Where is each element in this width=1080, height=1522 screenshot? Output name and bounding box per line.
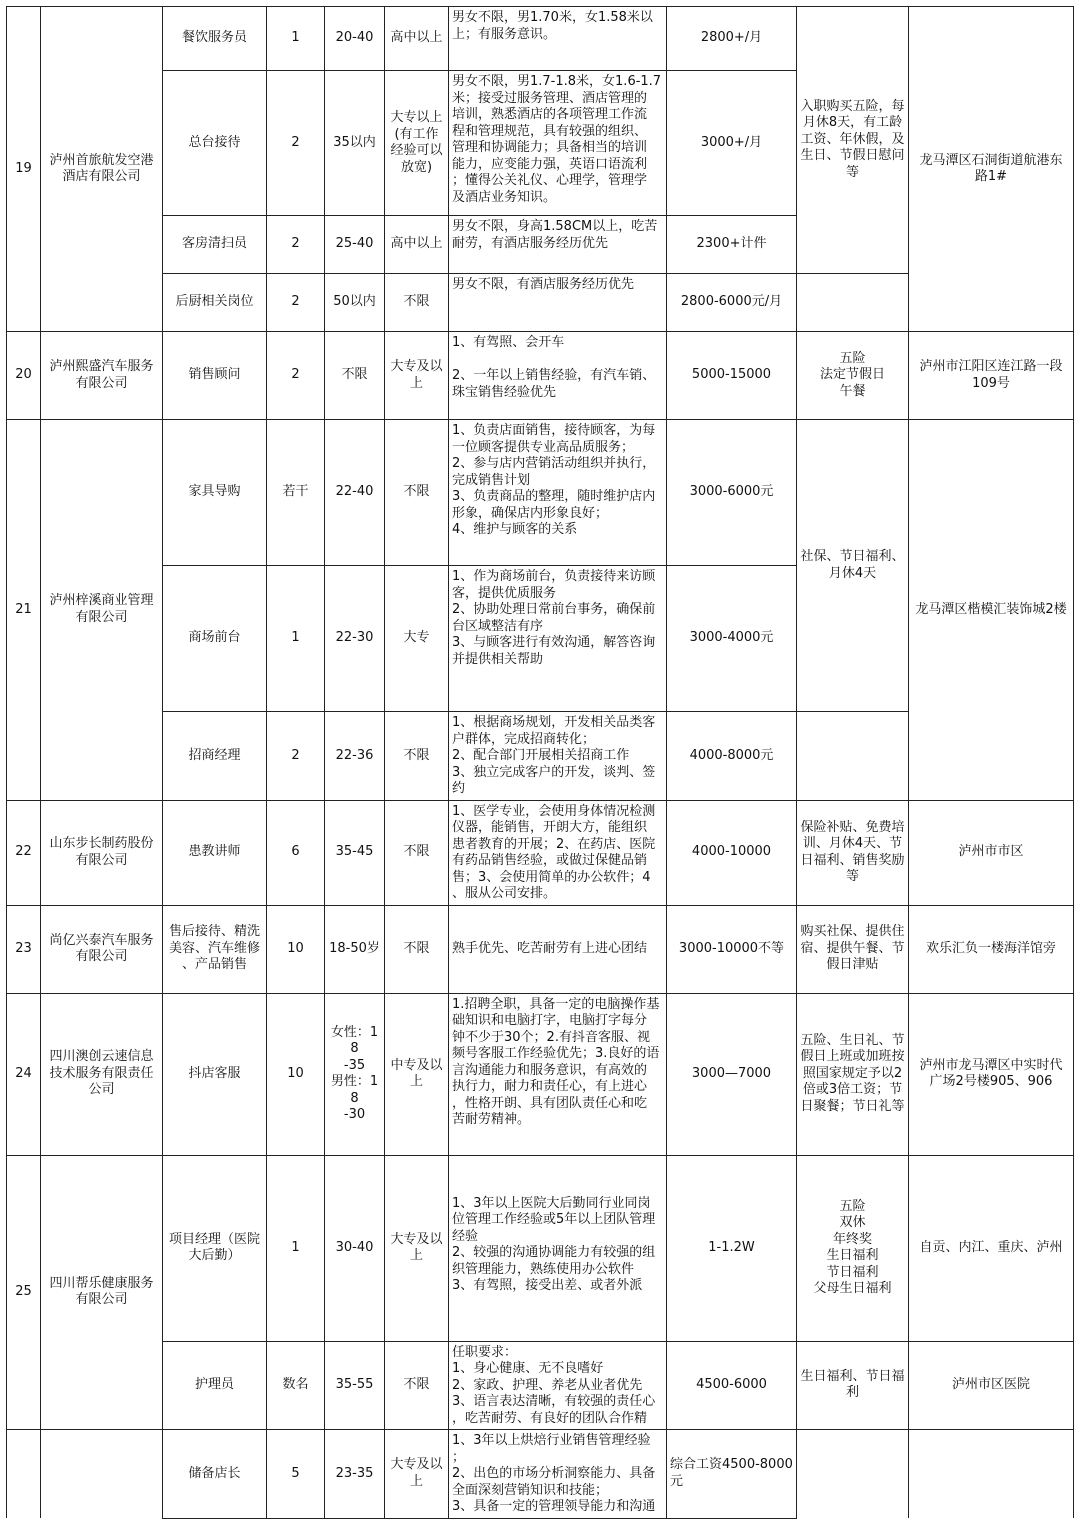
job-pay: 3000-6000元 [667, 420, 797, 566]
table-row [7, 420, 1074, 566]
job-requirements: 1、根据商场规划，开发相关品类客 户群体，完成招商转化； 2、配合部门开展相关招商工作 3、独立完成客户的开发，谈判、签 约 [449, 712, 667, 801]
job-count: 5 [267, 1430, 325, 1519]
company-name: 泸州熙盛汽车服务 有限公司 [41, 332, 163, 420]
job-requirements: 熟手优先、吃苦耐劳有上进心团结 [449, 905, 667, 993]
job-education: 高中以上 [385, 7, 449, 71]
table-row [7, 1341, 1074, 1430]
job-requirements: 男女不限，有酒店服务经历优先 [449, 274, 667, 332]
job-age: 35-45 [325, 800, 385, 905]
company-name: 四川澳创云速信息 技术服务有限责任 公司 [41, 993, 163, 1155]
job-pay: 3000-10000不等 [667, 905, 797, 993]
row-number [7, 1430, 41, 1519]
job-title: 项目经理（医院 大后勤） [163, 1155, 267, 1341]
job-pay: 4000-10000 [667, 800, 797, 905]
job-count: 2 [267, 216, 325, 274]
job-education: 大专及以 上 [385, 332, 449, 420]
row-number: 24 [7, 993, 41, 1155]
job-age: 35-55 [325, 1341, 385, 1430]
company-name: 尚亿兴泰汽车服务 有限公司 [41, 905, 163, 993]
job-title: 总台接待 [163, 71, 267, 216]
job-education: 大专及以 上 [385, 1155, 449, 1341]
table-row [7, 905, 1074, 993]
job-count: 2 [267, 71, 325, 216]
benefits-blank [797, 274, 909, 332]
company-address: 泸州市市区 [909, 800, 1074, 905]
job-education: 不限 [385, 274, 449, 332]
company-name: 山东步长制药股份 有限公司 [41, 800, 163, 905]
row-number: 21 [7, 420, 41, 801]
job-age: 22-30 [325, 566, 385, 712]
job-education: 大专 [385, 566, 449, 712]
job-pay: 综合工资4500-8000 元 [667, 1430, 797, 1519]
job-title: 餐饮服务员 [163, 7, 267, 71]
job-pay: 1-1.2W [667, 1155, 797, 1341]
company-benefits: 五险 法定节假日 午餐 [797, 332, 909, 420]
job-age: 30-40 [325, 1155, 385, 1341]
job-requirements: 任职要求： 1、身心健康、无不良嗜好 2、家政、护理、养老从业者优先 3、语言表达清晰，有较强的责任心 ，吃苦耐劳、有良好的团队合作精 [449, 1341, 667, 1430]
job-count: 10 [267, 905, 325, 993]
job-title: 储备店长 [163, 1430, 267, 1519]
job-pay: 2800-6000元/月 [667, 274, 797, 332]
job-education: 不限 [385, 420, 449, 566]
job-title: 家具导购 [163, 420, 267, 566]
job-education: 大专以上 (有工作 经验可以 放宽) [385, 71, 449, 216]
job-age: 18-50岁 [325, 905, 385, 993]
job-count: 数名 [267, 1341, 325, 1430]
job-education: 不限 [385, 905, 449, 993]
job-benefits: 生日福利、节日福 利 [797, 1341, 909, 1430]
table-row [7, 800, 1074, 905]
job-title: 销售顾问 [163, 332, 267, 420]
company-benefits: 五险、生日礼、节 假日上班或加班按 照国家规定予以2 倍或3倍工资；节 日聚餐；节日礼等 [797, 993, 909, 1155]
job-title: 后厨相关岗位 [163, 274, 267, 332]
job-pay: 3000—7000 [667, 993, 797, 1155]
company-benefits: 入职购买五险，每 月休8天，有工龄 工资、年休假，及 生日、节假日慰问 等 [797, 7, 909, 274]
job-requirements: 1、3年以上烘焙行业销售管理经验 ； 2、出色的市场分析洞察能力、具备 全面深刻营销知识和技能； 3、具备一定的管理领导能力和沟通 [449, 1430, 667, 1519]
company-name: 泸州首旅航发空港 酒店有限公司 [41, 7, 163, 332]
table-row [7, 1430, 1074, 1519]
row-number: 22 [7, 800, 41, 905]
company-name [41, 1430, 163, 1519]
job-title: 患教讲师 [163, 800, 267, 905]
job-age: 20-40 [325, 7, 385, 71]
row-number: 25 [7, 1155, 41, 1430]
row-number: 23 [7, 905, 41, 993]
job-requirements: 男女不限，身高1.58CM以上，吃苦 耐劳，有酒店服务经历优先 [449, 216, 667, 274]
job-requirements: 男女不限，男1.7-1.8米，女1.6-1.7 米；接受过服务管理、酒店管理的 培训，熟悉酒店的各项管理工作流 程和管理规范，具有较强的组织、 管理和协调能力；具备相当的培训 能力，应变能力强，英语口语流利 ；懂得公关礼仪、心理学，管理学 及酒店业务知识。 [449, 71, 667, 216]
job-count: 1 [267, 7, 325, 71]
job-pay: 2800+/月 [667, 7, 797, 71]
job-age: 50以内 [325, 274, 385, 332]
job-table [6, 6, 1074, 1519]
company-address: 泸州市江阳区连江路一段 109号 [909, 332, 1074, 420]
job-count: 10 [267, 993, 325, 1155]
company-address: 龙马潭区石洞街道航港东 路1# [909, 7, 1074, 332]
company-benefits: 社保、节日福利、 月休4天 [797, 420, 909, 712]
job-education: 不限 [385, 800, 449, 905]
job-pay: 3000+/月 [667, 71, 797, 216]
job-address: 自贡、内江、重庆、泸州 [909, 1155, 1074, 1341]
job-count: 若干 [267, 420, 325, 566]
company-address: 泸州市龙马潭区中实时代 广场2号楼905、906 [909, 993, 1074, 1155]
job-age: 不限 [325, 332, 385, 420]
job-count: 1 [267, 566, 325, 712]
job-requirements: 1、负责店面销售，接待顾客，为每 一位顾客提供专业高品质服务； 2、参与店内营销活动组织并执行， 完成销售计划 3、负责商品的整理，随时维护店内 形象，确保店内形象良好； 4、维护与顾客的关系 [449, 420, 667, 566]
job-education: 大专及以 上 [385, 1430, 449, 1519]
job-count: 6 [267, 800, 325, 905]
row-number: 20 [7, 332, 41, 420]
job-title: 抖店客服 [163, 993, 267, 1155]
job-education: 中专及以 上 [385, 993, 449, 1155]
job-requirements: 1、3年以上医院大后勤同行业同岗 位管理工作经验或5年以上团队管理 经验 2、较强的沟通协调能力有较强的组 织管理能力，熟练使用办公软件 3、有驾照，接受出差、或者外派 [449, 1155, 667, 1341]
job-title: 客房清扫员 [163, 216, 267, 274]
job-age: 22-40 [325, 420, 385, 566]
job-requirements: 1.招聘全职，具备一定的电脑操作基 础知识和电脑打字，电脑打字每分 钟不少于30个；2.有抖音客服、视 频号客服工作经验优先；3.良好的语 言沟通能力和服务意识，有高效的 执行力，耐力和责任心，有上进心 ，性格开朗、具有团队责任心和吃 苦耐劳精神。 [449, 993, 667, 1155]
job-age: 22-36 [325, 712, 385, 801]
job-title: 售后接待、精洗 美容、汽车维修 、产品销售 [163, 905, 267, 993]
company-benefits: 保险补贴、免费培 训、月休4天、节 日福利、销售奖励 等 [797, 800, 909, 905]
table-row [7, 1155, 1074, 1341]
job-requirements: 1、作为商场前台，负责接待来访顾 客，提供优质服务 2、协助处理日常前台事务，确保前 台区域整洁有序 3、与顾客进行有效沟通，解答咨询 并提供相关帮助 [449, 566, 667, 712]
job-pay: 4500-6000 [667, 1341, 797, 1430]
job-title: 招商经理 [163, 712, 267, 801]
job-pay: 4000-8000元 [667, 712, 797, 801]
job-education: 不限 [385, 712, 449, 801]
job-count: 2 [267, 712, 325, 801]
company-address: 龙马潭区楷模汇装饰城2楼 [909, 420, 1074, 801]
job-benefits: 五险 双休 年终奖 生日福利 节日福利 父母生日福利 [797, 1155, 909, 1341]
row-number: 19 [7, 7, 41, 332]
job-age: 23-35 [325, 1430, 385, 1519]
job-title: 商场前台 [163, 566, 267, 712]
job-count: 2 [267, 274, 325, 332]
job-title: 护理员 [163, 1341, 267, 1430]
job-education: 不限 [385, 1341, 449, 1430]
job-age: 35以内 [325, 71, 385, 216]
job-age: 25-40 [325, 216, 385, 274]
job-count: 1 [267, 1155, 325, 1341]
job-requirements: 1、医学专业，会使用身体情况检测 仪器，能销售，开朗大方，能组织 患者教育的开展；2、在药店、医院 有药品销售经验，或做过保健品销 售；3、会使用简单的办公软件；4 、服从公司安排。 [449, 800, 667, 905]
job-age: 女性：18 -35 男性：18 -30 [325, 993, 385, 1155]
job-pay: 5000-15000 [667, 332, 797, 420]
job-address: 泸州市区医院 [909, 1341, 1074, 1430]
company-name: 泸州梓溪商业管理 有限公司 [41, 420, 163, 801]
job-requirements: 男女不限，男1.70米，女1.58米以 上；有服务意识。 [449, 7, 667, 71]
address-blank [909, 1430, 1074, 1519]
company-name: 四川帮乐健康服务 有限公司 [41, 1155, 163, 1430]
table-row [7, 332, 1074, 420]
company-benefits: 购买社保、提供住 宿、提供午餐、节 假日津贴 [797, 905, 909, 993]
job-requirements: 1、有驾照、会开车 2、一年以上销售经验，有汽车销、 珠宝销售经验优先 [449, 332, 667, 420]
benefits-blank [797, 712, 909, 801]
benefits-blank [797, 1430, 909, 1519]
job-pay: 2300+计件 [667, 216, 797, 274]
job-education: 高中以上 [385, 216, 449, 274]
table-row [7, 7, 1074, 71]
company-address: 欢乐汇负一楼海洋馆旁 [909, 905, 1074, 993]
job-pay: 3000-4000元 [667, 566, 797, 712]
table-row [7, 993, 1074, 1155]
job-count: 2 [267, 332, 325, 420]
